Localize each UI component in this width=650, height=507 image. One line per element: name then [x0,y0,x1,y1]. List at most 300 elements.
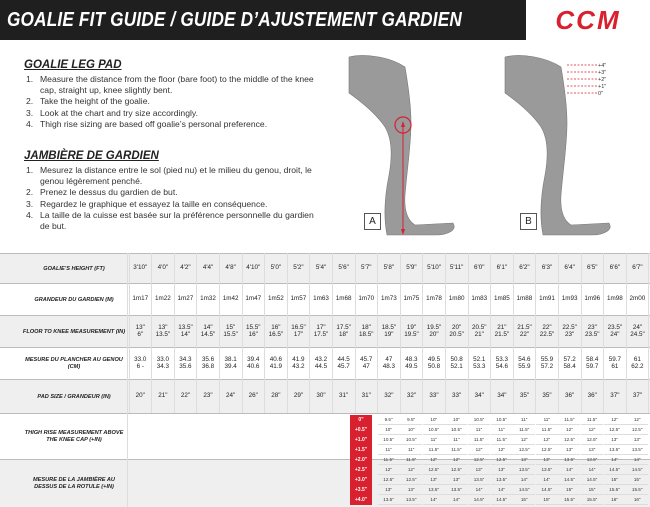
rise-size-cell: 15" [513,495,535,505]
rise-size-cell: 12.5" [536,445,558,455]
rise-size-cell: 13" [378,485,400,495]
column-divider [264,253,265,413]
rise-size-cell: 14" [468,485,490,495]
cell-line: 50.8 [427,363,441,370]
rise-size-cell: 14.5" [536,485,558,495]
cell-line: 57.2 [563,355,576,363]
cell-line: 47 [385,355,393,363]
floor-inch-cell [468,315,491,347]
meter-cell: 1m93 [561,295,578,303]
list-item [24,199,324,210]
floor-inch-cell [445,315,468,347]
cell-line: 19" [406,323,417,331]
rise-size-cell: 11.5" [445,445,467,455]
rise-size-cell: 11.5" [468,435,490,445]
rise-size-cell: 13" [604,435,626,445]
cell-line: 6" [137,331,144,338]
rise-size-cell: 15" [536,495,558,505]
cell-line: 20.5" [449,331,464,338]
rise-size-cell: 14" [558,465,580,475]
rise-value-cell: +1.5" [354,447,368,453]
meter-cell: 1m78 [426,295,442,303]
rise-size-cell: 13.5" [513,465,535,475]
rise-size-cell: 15" [604,475,626,485]
rise-size-cell: 12" [626,415,648,425]
floor-cm-cell [152,347,175,379]
pad-size-cell: 23" [203,392,213,400]
rise-size-cell: 13.5" [581,455,603,465]
rise-size-cell: 12" [445,455,467,465]
rise-size-cell: 12.5" [378,475,400,485]
height-cell: 5'4" [315,264,327,272]
step-text: Prenez le dessus du gardien de but. [40,187,178,198]
height-cell: 4'8" [225,264,236,272]
meter-cell: 1m83 [471,295,488,303]
cell-line: 22.5" [539,331,555,338]
pad-size-cell: 33" [452,392,462,400]
pad-size-cell: 24" [226,392,236,400]
meter-cell: 1m17 [132,295,149,303]
meter-cell: 1m70 [358,295,375,303]
pad-size-cell: 36" [565,392,575,400]
rise-size-cell: 14.5" [558,475,580,485]
meter-cell: 1m27 [177,295,194,303]
rise-size-cell: 12.5" [423,465,445,475]
cell-line: 17" [293,331,304,338]
column-divider [513,253,514,413]
step-number: 1. [26,74,34,84]
row-label-height: GOALIE’S HEIGHT (FT) [43,265,105,272]
rise-size-cell: 14" [423,495,445,505]
cell-line: 17.5" [313,331,329,338]
cell-line: 17.5" [336,323,351,331]
cell-line: 33.0 [156,355,169,363]
step-text: La taille de la cuisse est basée sur la préférence personnelle du gardien de but. [40,209,314,232]
rise-size-cell: 10.5" [400,435,422,445]
size-chart-table [0,253,650,507]
pad-size-cell: 32" [406,392,417,400]
floor-cm-cell [400,347,423,379]
rise-mark: +4" [598,63,607,69]
pad-size-cell: 26" [248,392,258,400]
english-steps [24,74,324,130]
column-divider [535,253,536,413]
meter-cell: 1m91 [539,295,555,303]
floor-inch-cell [310,315,333,347]
meter-cell: 1m42 [222,295,239,303]
cell-line: 19" [384,331,394,338]
cell-line: 44.5 [337,355,350,363]
floor-inch-cell [581,315,604,347]
rise-size-cell: 9.5" [378,415,400,425]
cell-line: 14.5" [200,331,216,338]
floor-cm-cell [265,347,288,379]
ccm-logo [526,0,650,40]
list-item [24,210,324,232]
floor-cm-cell [219,347,242,379]
floor-inch-cell [129,315,152,347]
floor-inch-cell [197,315,220,347]
cell-line: 33.0 [134,355,147,363]
rise-size-cell: 13" [423,475,445,485]
list-item [24,119,324,130]
cell-line: 49.5 [405,363,418,370]
cell-line: 23" [565,331,575,338]
floor-cm-cell [536,347,559,379]
rise-size-cell: 14.5" [604,465,626,475]
cell-line: 13.5" [155,331,171,338]
cell-line: 53.3 [495,355,508,363]
rise-size-cell: 10.5" [378,435,400,445]
rise-size-cell: 11" [400,445,422,455]
height-cell: 6'7" [632,264,643,272]
height-cell: 4'4" [202,264,214,272]
floor-cm-cell [197,347,220,379]
rise-size-cell: 15.5" [558,495,580,505]
pad-size-cell: 29" [293,392,304,400]
rise-value-cell: +4.0" [354,497,368,503]
cell-line: 57.2 [540,363,554,370]
step-text: Regardez le graphique et essayez la taille en conséquence. [40,198,268,209]
rise-size-cell: 11.5" [378,455,400,465]
rise-size-cell: 14" [513,475,535,485]
step-text: Measure the distance from the floor (bare foot) to the middle of the knee cap, straight up, knee slightly bent. [40,74,314,96]
pad-size-cell: 37" [632,392,643,400]
rise-size-cell: 13.5" [626,445,648,455]
cell-line: 14" [180,331,191,338]
column-divider [558,253,559,413]
cell-line: 34.3 [156,363,169,370]
rise-size-cell: 11" [468,425,490,435]
rise-size-cell: 14.5" [513,485,535,495]
pad-size-cell: 31" [339,392,349,400]
meter-cell: 1m80 [448,295,465,303]
rise-size-cell: 12.5" [468,455,490,465]
floor-cm-cell [129,347,152,379]
height-cell: 5'11" [449,264,464,272]
cell-line: 13.5" [178,323,193,331]
cell-line: 18" [361,323,371,331]
meter-cell: 1m75 [403,295,420,303]
cell-line: 20.5" [472,323,487,331]
list-item [24,96,324,107]
pad-size-cell: 35" [542,392,552,400]
floor-inch-cell [174,315,197,347]
rise-size-cell: 13" [626,435,648,445]
rise-size-cell: 15.5" [604,485,626,495]
thigh-rise-column [350,415,372,505]
rise-size-cell: 12" [423,455,445,465]
row-label-mesure-jambiere: MESURE DE LA JAMBIÈRE AU DESSUS DE LA ROTULE (+IN) [33,477,115,490]
rise-size-cell: 10.5" [423,425,445,435]
cell-line: 17" [316,323,326,331]
cell-line: 58.4 [586,355,599,363]
column-divider [127,253,128,507]
column-divider [309,253,310,413]
leg-a-icon [349,55,454,235]
rise-size-cell: 15" [558,485,580,495]
cell-line: 61 [611,363,619,370]
rise-size-cell: 11" [491,425,513,435]
rise-size-cell: 13.5" [536,465,558,475]
rise-size-cell: 13" [468,465,490,475]
rise-size-cell: 11" [445,435,467,445]
floor-cm-cell [513,347,536,379]
cell-line: 22.5" [562,323,577,331]
cell-line: 39.4 [224,363,237,370]
cell-line: 62.2 [631,363,644,370]
rise-mark: +2" [598,77,607,83]
cell-line: 21.5" [517,323,532,331]
cell-line: 15.5" [246,323,261,331]
cell-line: 23" [587,323,597,331]
row-label-grandeur: GRANDEUR DU GARDIEN (M) [34,296,114,303]
floor-cm-cell [558,347,581,379]
cell-line: 44.5 [314,363,328,370]
rise-size-cell: 12.5" [400,475,422,485]
rise-size-cell: 11.5" [491,435,513,445]
floor-inch-cell [513,315,536,347]
meter-cell: 1m98 [606,295,623,303]
cell-line: 35.6 [201,355,215,363]
rise-size-cell: 11" [378,445,400,455]
column-divider [332,253,333,413]
rise-size-cell: 16" [604,495,626,505]
height-cell: 6'4" [564,264,575,272]
meter-cell: 1m47 [245,295,262,303]
cell-line: 61 [633,355,641,363]
rise-size-cell: 14.5" [491,495,513,505]
column-divider [355,253,356,413]
cell-line: 6 - [136,363,144,370]
cell-line: 16.5" [268,331,284,338]
rise-size-cell: 14" [536,475,558,485]
rise-size-cell: 13" [536,455,558,465]
cell-line: 14" [203,323,213,331]
column-divider [174,253,175,413]
cell-line: 20" [452,323,462,331]
cell-line: 19.5" [426,323,442,331]
floor-inch-cell [219,315,242,347]
rise-size-cell: 13" [491,465,513,475]
pad-size-cell: 31" [361,392,371,400]
cell-line: 19.5" [404,331,419,338]
cell-line: 47 [362,363,370,370]
cell-line: 21" [474,331,484,338]
rise-value-cell: +2.5" [354,467,368,473]
rise-size-cell: 14.5" [468,495,490,505]
pad-size-cell: 30" [316,392,326,400]
floor-inch-cell [287,315,310,347]
floor-cm-cell [626,347,649,379]
cell-line: 40.6 [269,355,282,363]
row-label-mesure-plancher: MESURE DU PLANCHER AU GENOU (CM) [25,357,123,370]
meter-cell: 1m57 [290,295,307,303]
floor-cm-cell [310,347,333,379]
height-cell: 5'10" [427,264,442,272]
rise-size-cell: 10" [378,425,400,435]
rise-size-cell: 12" [604,415,626,425]
cell-line: 43.2 [314,355,328,363]
rise-size-cell: 14" [626,455,648,465]
cell-line: 52.1 [473,355,486,363]
pad-size-cell: 21" [158,392,168,400]
cell-line: 59.7 [586,363,599,370]
rise-size-cell: 13" [445,475,467,485]
cell-line: 34.3 [179,355,192,363]
step-text: Look at the chart and try size accordingly. [40,107,198,118]
cell-line: 16" [271,323,281,331]
step-number: 3. [26,198,34,209]
floor-cm-cell [445,347,468,379]
rise-size-cell: 13" [400,485,422,495]
rise-size-cell: 15" [626,475,648,485]
rise-size-cell: 11.5" [400,455,422,465]
meter-cell: 1m63 [313,295,329,303]
rise-size-cell: 11.5" [423,445,445,455]
rise-size-cell: 13.5" [604,445,626,455]
column-divider [445,253,446,413]
rise-size-cell: 10" [400,425,422,435]
column-divider [581,253,582,413]
pad-size-cell: 34" [474,392,484,400]
floor-cm-cell [355,347,378,379]
height-cell: 6'1" [496,264,508,272]
floor-inch-cell [378,315,401,347]
height-cell: 5'7" [361,264,372,272]
cell-line: 22" [542,323,552,331]
pad-size-cell: 37" [610,392,620,400]
rise-size-cell: 13.5" [445,485,467,495]
cell-line: 52.1 [450,363,463,370]
cell-line: 55.9 [518,363,531,370]
cell-line: 16" [248,331,258,338]
cell-line: 50.8 [450,355,463,363]
step-number: 4. [26,118,34,129]
step-text: Thigh rise sizing are based off goalie’s personal preference. [40,118,268,129]
column-divider [196,253,197,413]
column-divider [490,253,491,413]
step-text: Take the height of the goalie. [40,96,150,107]
height-cell: 4'0" [157,264,169,272]
floor-inch-cell [558,315,581,347]
cell-line: 41.9 [292,355,305,363]
rise-size-cell: 12" [468,445,490,455]
floor-cm-cell [581,347,604,379]
rise-size-cell: 13.5" [400,495,422,505]
floor-inch-cell [265,315,288,347]
rise-size-cell: 12" [491,445,513,455]
rise-size-cell: 12.5" [604,425,626,435]
rise-size-cell: 10.5" [445,425,467,435]
meter-cell: 1m68 [335,295,352,303]
floor-cm-cell [423,347,446,379]
rise-mark: 0" [598,91,604,97]
rise-size-cell: 12" [378,465,400,475]
rise-size-cell: 10.5" [468,415,490,425]
cell-line: 59.7 [608,355,621,363]
pad-size-cell: 20" [135,392,145,400]
column-divider [129,253,130,413]
cell-line: 40.6 [247,363,260,370]
rise-size-cell: 10.5" [491,415,513,425]
pad-size-cell: 36" [587,392,597,400]
column-divider [287,253,288,413]
row-label-thigh-rise: THIGH RISE MEASUREMENT ABOVE THE KNEE CAP (+IN) [24,430,124,443]
cell-line: 43.2 [292,363,305,370]
rise-size-cell: 13.5" [491,475,513,485]
column-divider [400,253,401,413]
cell-line: 18.5" [381,323,397,331]
step-number: 4. [26,209,34,220]
step-number: 2. [26,96,34,107]
cell-line: 45.7 [337,363,350,370]
floor-inch-cell [491,315,514,347]
floor-cm-cell [287,347,310,379]
list-item [24,108,324,119]
floor-cm-cell [604,347,627,379]
cell-line: 21" [497,323,507,331]
height-cell: 5'9" [406,264,417,272]
column-divider [151,253,152,413]
row-label-floor-knee: FLOOR TO KNEE MEASUREMENT (IN) [22,328,126,335]
row-label-pad-size: PAD SIZE / GRANDEUR (IN) [37,393,111,400]
rise-value-cell: +1.0" [354,437,368,443]
rise-size-cell: 9.5" [400,415,422,425]
height-cell: 5'8" [383,264,395,272]
pad-size-cell: 33" [429,392,439,400]
height-cell: 6'2" [519,264,530,272]
column-divider [219,253,220,413]
meter-cell: 1m73 [380,295,397,303]
rise-size-cell: 11" [513,415,535,425]
height-cell: 6'0" [474,264,485,272]
rise-size-cell: 12.5" [558,435,580,445]
floor-inch-cell [536,315,559,347]
rise-size-cell: 14" [581,465,603,475]
rise-size-cell: 10" [445,415,467,425]
floor-inch-cell [355,315,378,347]
cell-line: 18.5" [359,331,374,338]
rise-size-cell: 15.5" [626,485,648,495]
french-steps [24,165,324,232]
cell-line: 39.4 [247,355,260,363]
floor-inch-cell [242,315,265,347]
floor-inch-cell [152,315,175,347]
cell-line: 15.5" [223,331,238,338]
rise-size-cell: 13.5" [378,495,400,505]
height-cell: 4'10" [246,264,261,272]
diagram-label-b: B [520,213,537,230]
height-cell: 6'3" [541,264,553,272]
rise-size-cell: 11" [536,415,558,425]
cell-line: 23.5" [607,323,623,331]
diagram-label-a: A [364,213,381,230]
height-cell: 4'2" [180,264,191,272]
cell-line: 38.1 [224,355,237,363]
column-divider [242,253,243,413]
meter-cell: 1m32 [200,295,216,303]
rise-value-cell: 0" [358,417,364,423]
cell-line: 18" [339,331,349,338]
step-number: 3. [26,107,34,118]
meter-cell: 1m96 [584,295,601,303]
rise-size-cell: 12" [558,425,580,435]
floor-cm-cell [332,347,355,379]
cell-line: 15" [226,323,236,331]
rise-size-cell: 12" [536,435,558,445]
cell-line: 24.5" [630,331,645,338]
